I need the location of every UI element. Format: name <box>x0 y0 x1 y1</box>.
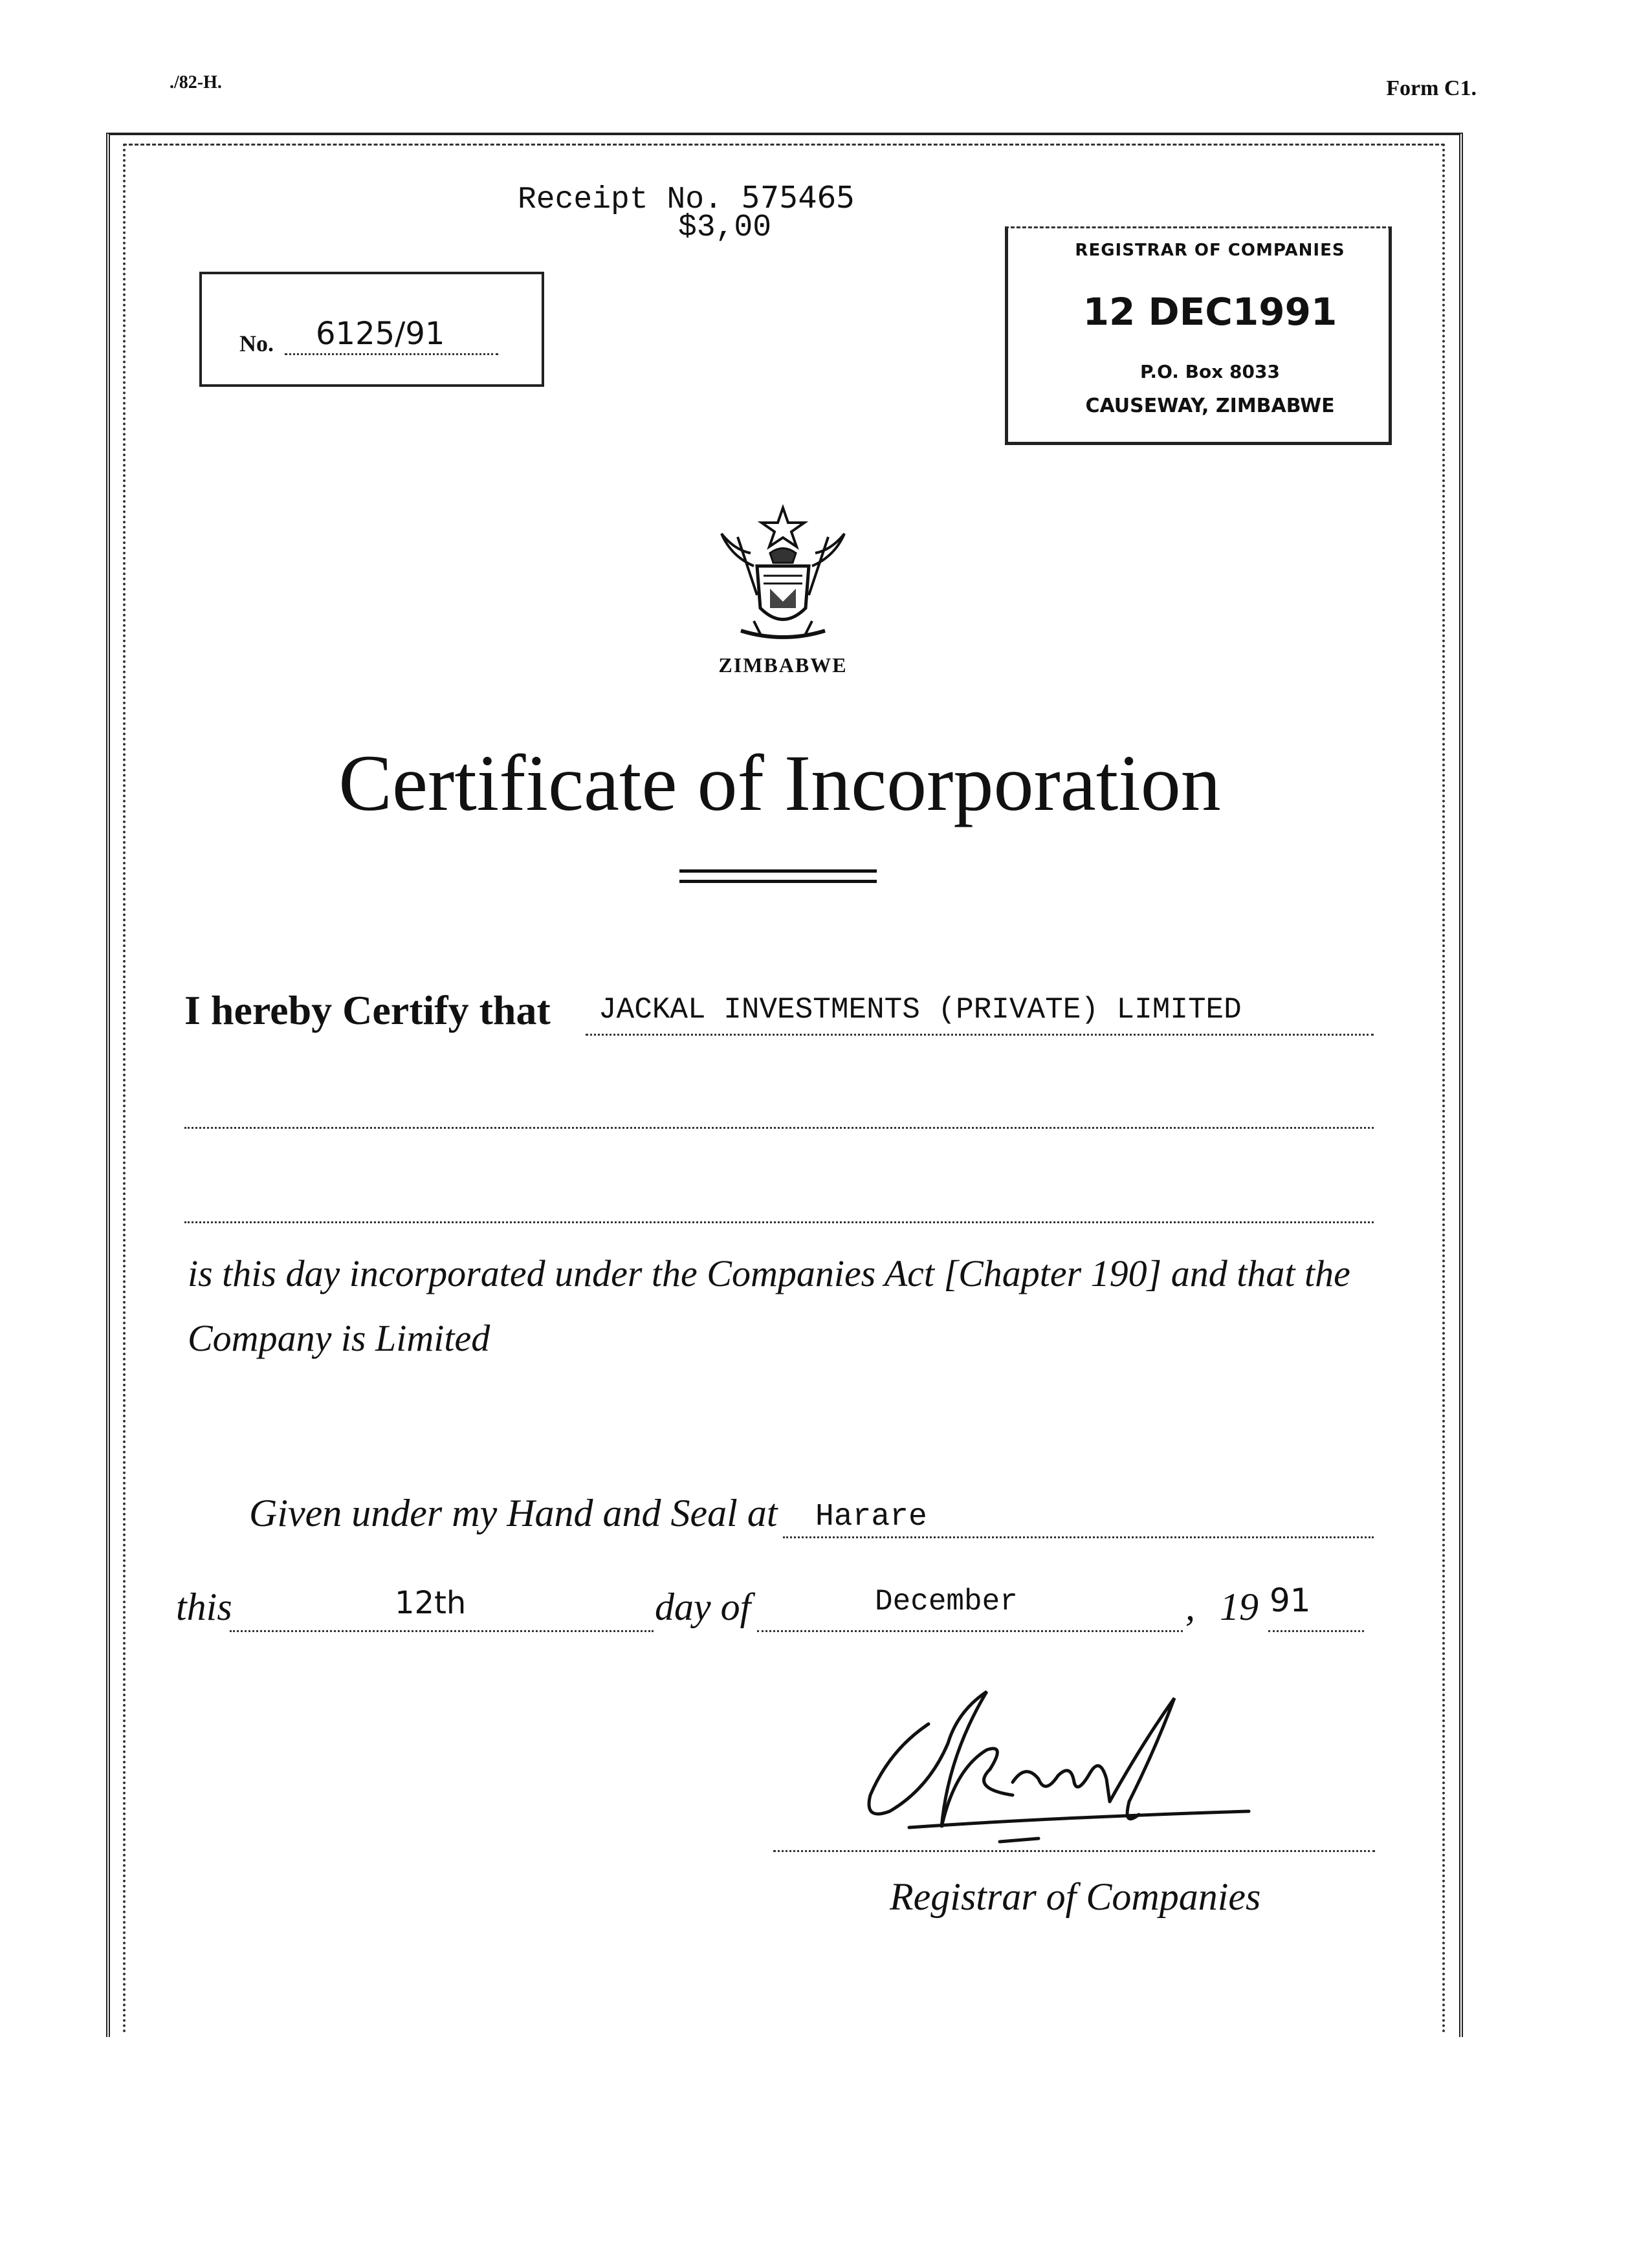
country-name: ZIMBABWE <box>718 653 848 677</box>
blank-line <box>184 1127 1374 1129</box>
company-name-line <box>586 1034 1374 1036</box>
incorporation-statement: is this day incorporated under the Companies Act [Chapter 190] and that the <box>188 1252 1350 1294</box>
company-name: JACKAL INVESTMENTS (PRIVATE) LIMITED <box>599 993 1242 1027</box>
receipt-fee: $3,00 <box>678 210 772 245</box>
stamp-title: REGISTRAR OF COMPANIES <box>1075 241 1345 260</box>
registration-number-label: No. <box>239 331 274 356</box>
receipt-label: Receipt No. <box>518 182 723 217</box>
place-line <box>783 1536 1374 1538</box>
stamp-po-box: P.O. Box 8033 <box>1140 361 1280 382</box>
title-underline <box>679 880 877 883</box>
signature-line <box>773 1850 1375 1852</box>
registration-number-value: 6125/91 <box>316 316 445 352</box>
place-value: Harare <box>815 1499 927 1534</box>
this-label: this <box>176 1586 232 1628</box>
incorporation-statement-continued: Company is Limited <box>188 1317 490 1359</box>
year-prefix: 19 <box>1220 1586 1259 1628</box>
blank-line <box>184 1221 1374 1223</box>
signature-icon <box>851 1672 1265 1873</box>
form-name: Form C1. <box>1386 76 1477 100</box>
year-line <box>1268 1630 1364 1632</box>
day-value: 12th <box>395 1585 467 1621</box>
receipt-number: 575465 <box>741 180 855 215</box>
signatory-title: Registrar of Companies <box>890 1875 1261 1918</box>
month-line <box>757 1630 1183 1632</box>
day-of-label: day of <box>655 1586 751 1628</box>
date-comma: , <box>1185 1586 1195 1628</box>
month-value: December <box>875 1585 1018 1619</box>
stamp-date: 12 DEC1991 <box>1083 290 1337 334</box>
year-suffix: 91 <box>1270 1582 1311 1619</box>
form-reference: ./82-H. <box>170 72 222 93</box>
stamp-place: CAUSEWAY, ZIMBABWE <box>1085 395 1335 417</box>
day-line <box>230 1630 654 1632</box>
coat-of-arms-icon <box>702 505 864 647</box>
certify-label: I hereby Certify that <box>184 987 551 1033</box>
registration-number-line <box>285 353 498 355</box>
title-underline <box>679 869 877 873</box>
given-under-label: Given under my Hand and Seal at <box>249 1492 778 1534</box>
certificate-title: Certificate of Incorporation <box>338 739 1221 827</box>
